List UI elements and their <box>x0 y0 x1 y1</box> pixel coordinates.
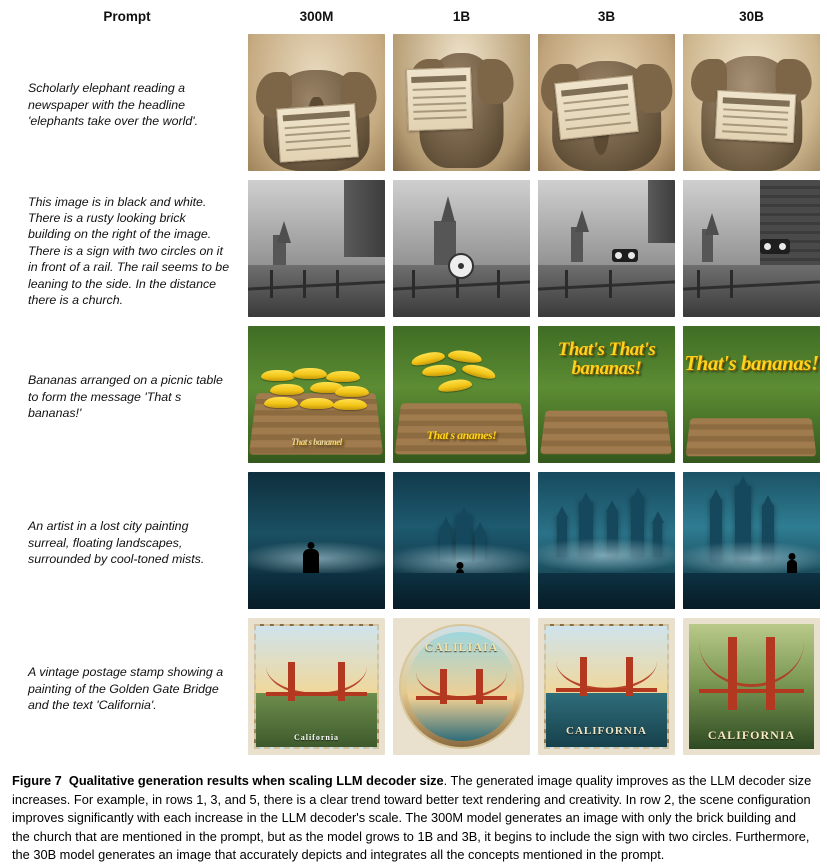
table-row <box>10 324 824 470</box>
golden-gate-bridge <box>699 637 804 725</box>
generated-image-row4-30b <box>683 472 820 609</box>
newspaper-headline <box>561 83 629 96</box>
bridge-deck <box>416 696 508 700</box>
church-spire <box>277 221 291 243</box>
bridge-deck <box>699 689 804 693</box>
newspaper-line <box>723 116 787 121</box>
image-cell-row2-1b <box>389 178 534 324</box>
generated-image-row3-1b <box>393 326 530 463</box>
generated-image-row5-1b <box>393 618 530 755</box>
water <box>683 573 820 609</box>
rail-post <box>609 270 612 297</box>
golden-gate-bridge <box>556 657 658 713</box>
newspaper <box>715 90 796 143</box>
bridge-cable <box>556 661 658 691</box>
elephant-ear-right <box>478 59 514 104</box>
newspaper-line <box>564 104 628 113</box>
prompt-text-row4: An artist in a lost city painting surreal, floating landscapes, surrounded by cool-toned mists. <box>28 519 205 567</box>
stamp-text: CALILIAIA <box>424 639 499 654</box>
image-cell-row5-3b <box>534 616 679 762</box>
image-cell-row1-300m <box>244 32 389 178</box>
golden-gate-bridge <box>416 669 508 719</box>
newspaper-line <box>723 108 787 113</box>
generated-image-row3-300m <box>248 326 385 463</box>
water <box>393 573 530 609</box>
table-row <box>10 616 824 762</box>
banana <box>333 399 367 410</box>
newspaper-line <box>286 144 350 150</box>
newspaper-headline <box>282 111 350 122</box>
bridge-deck <box>556 688 658 692</box>
prompt-text-row3: Bananas arranged on a picnic table to form the message 'That s bananas!' <box>28 373 223 421</box>
picnic-table <box>541 411 673 454</box>
mist <box>538 538 675 574</box>
newspaper-headline <box>411 75 467 83</box>
image-cell-row1-3b <box>534 32 679 178</box>
newspaper-line <box>722 131 786 136</box>
brick-building <box>344 180 385 257</box>
table-body <box>10 32 824 762</box>
picnic-table <box>686 419 817 457</box>
column-header-1b: 1B <box>452 9 471 24</box>
sign-circle <box>764 243 771 250</box>
stamp-text: California <box>293 733 340 743</box>
stamp-inner <box>544 624 669 749</box>
sign-with-circles <box>448 253 474 279</box>
newspaper-line <box>412 87 465 91</box>
image-cell-row1-30b <box>679 32 824 178</box>
sign-with-circles <box>612 249 638 262</box>
bridge-pylon <box>766 637 775 711</box>
column-header-30b: 30B <box>739 9 764 24</box>
sign-with-circles <box>760 239 790 254</box>
sign-circle <box>615 252 622 259</box>
table-header <box>10 8 824 32</box>
rendered-text: That s anames! <box>426 428 497 443</box>
column-header-300m: 300M <box>299 9 334 24</box>
newspaper <box>276 103 358 162</box>
generated-image-row4-3b <box>538 472 675 609</box>
golden-gate-bridge <box>266 662 368 718</box>
church-spire <box>575 210 589 232</box>
bridge-cable <box>266 666 368 696</box>
rail-post <box>412 270 415 297</box>
prompt-text-row2: This image is in black and white. There is a rusty looking brick building on the right of the image. There is a sign with two circles on it in front of a rail. The rail seems to be leaning to the side. In the distance there is a church. <box>28 194 230 307</box>
bridge-pylon <box>728 637 737 711</box>
generated-image-row1-3b <box>538 34 675 171</box>
results-table <box>10 8 824 762</box>
stamp-text: CALIFORNIA <box>707 727 796 742</box>
newspaper-line <box>413 116 466 120</box>
image-cell-row4-300m <box>244 470 389 616</box>
water <box>538 573 675 609</box>
image-cell-row3-3b <box>534 324 679 470</box>
image-cell-row5-1b <box>389 616 534 762</box>
rail-post <box>336 270 339 297</box>
caption-body: . The generated image quality improves as the LLM decoder size increases. For example, in rows 1, 3, and 5, there is a clear trend toward better text rendering and creativity. In row 2, the scene configuration improves significantly with each increase in the LLM decoder's scale. The 300M model generates an image with only the brick building and the church that are mentioned in the prompt, but as the model grows to 1B and 3B, it begins to include the sign with two circles. Furthermore, the 30B model generates an image that accurately depicts and integrates all the concepts mentioned in the prompt. <box>12 773 812 863</box>
generated-image-row5-300m <box>248 618 385 755</box>
rail-post <box>303 270 306 297</box>
generated-image-row1-1b <box>393 34 530 171</box>
table-row <box>10 32 824 178</box>
banana <box>335 386 369 397</box>
image-cell-row5-300m <box>244 616 389 762</box>
rail-post <box>697 270 700 297</box>
image-cell-row4-1b <box>389 470 534 616</box>
sign-circle <box>458 263 464 269</box>
banana <box>447 348 482 364</box>
banana <box>300 398 334 409</box>
table-row <box>10 470 824 616</box>
sign-circle <box>779 243 786 250</box>
image-cell-row3-30b <box>679 324 824 470</box>
image-cell-row3-1b <box>389 324 534 470</box>
rail-post <box>730 270 733 297</box>
water <box>248 573 385 609</box>
banana-bunch <box>404 351 519 398</box>
image-cell-row4-30b <box>679 470 824 616</box>
newspaper-line <box>285 130 349 136</box>
newspaper-line <box>413 94 466 98</box>
church-spire <box>705 213 719 235</box>
newspaper <box>554 75 638 140</box>
bridge-cable <box>699 642 804 687</box>
header-row <box>10 8 824 32</box>
caption-title: Qualitative generation results when scaling LLM decoder size <box>68 773 444 788</box>
banana <box>264 397 298 408</box>
ground <box>248 265 385 317</box>
generated-image-row5-30b <box>683 618 820 755</box>
banana <box>461 363 497 382</box>
church-spire <box>441 196 455 222</box>
newspaper-line <box>413 101 466 105</box>
generated-image-row2-300m <box>248 180 385 317</box>
stamp-inner <box>254 624 379 749</box>
rail-post <box>565 270 568 297</box>
newspaper-line <box>413 109 466 113</box>
image-cell-row5-30b <box>679 616 824 762</box>
rendered-text: That's bananas! <box>684 351 819 376</box>
prompt-text-row1: Scholarly elephant reading a newspaper with the headline 'elephants take over the world'. <box>28 81 199 129</box>
newspaper-line <box>566 121 630 130</box>
generated-image-row1-30b <box>683 34 820 171</box>
newspaper-line <box>723 123 787 128</box>
generated-image-row2-3b <box>538 180 675 317</box>
newspaper-line <box>564 95 628 104</box>
banana <box>261 370 295 381</box>
ground <box>538 265 675 317</box>
generated-image-row5-3b <box>538 618 675 755</box>
stamp-inner <box>689 624 814 749</box>
column-header-3b: 3B <box>597 9 616 24</box>
generated-image-row2-30b <box>683 180 820 317</box>
rail-post <box>270 270 273 297</box>
rendered-text: That's That's bananas! <box>557 338 656 379</box>
image-cell-row1-1b <box>389 32 534 178</box>
image-cell-row2-30b <box>679 178 824 324</box>
bridge-cable <box>416 672 508 699</box>
newspaper-line <box>565 112 629 121</box>
brick-building <box>648 180 675 243</box>
image-cell-row2-3b <box>534 178 679 324</box>
table-row <box>10 178 824 324</box>
generated-image-row1-300m <box>248 34 385 171</box>
rail-post <box>497 270 500 297</box>
newspaper <box>406 67 473 131</box>
generated-image-row3-30b <box>683 326 820 463</box>
column-header-prompt: Prompt <box>103 9 151 24</box>
mist <box>683 541 820 577</box>
image-cell-row2-300m <box>244 178 389 324</box>
banana <box>438 377 473 393</box>
banana <box>293 368 327 379</box>
figure-caption <box>10 772 817 865</box>
stamp-text: CALIFORNIA <box>566 725 647 738</box>
generated-image-row2-1b <box>393 180 530 317</box>
banana <box>270 384 304 395</box>
prompt-text-row5: A vintage postage stamp showing a painting of the Golden Gate Bridge and the text 'California'. <box>28 665 224 713</box>
generated-image-row3-3b <box>538 326 675 463</box>
elephant-ear-right <box>634 64 672 113</box>
newspaper-line <box>286 137 350 143</box>
image-cell-row3-300m <box>244 324 389 470</box>
banana <box>422 363 457 376</box>
newspaper-headline <box>722 97 790 107</box>
ground <box>683 265 820 317</box>
rendered-text: That s banamel <box>291 436 342 447</box>
newspaper-line <box>285 122 349 128</box>
sign-circle <box>628 252 635 259</box>
banana <box>326 371 360 382</box>
generated-image-row4-1b <box>393 472 530 609</box>
image-cell-row4-3b <box>534 470 679 616</box>
banana-bunch <box>259 367 374 422</box>
caption-label: Figure 7 <box>12 773 62 788</box>
generated-image-row4-300m <box>248 472 385 609</box>
bridge-deck <box>266 692 368 696</box>
